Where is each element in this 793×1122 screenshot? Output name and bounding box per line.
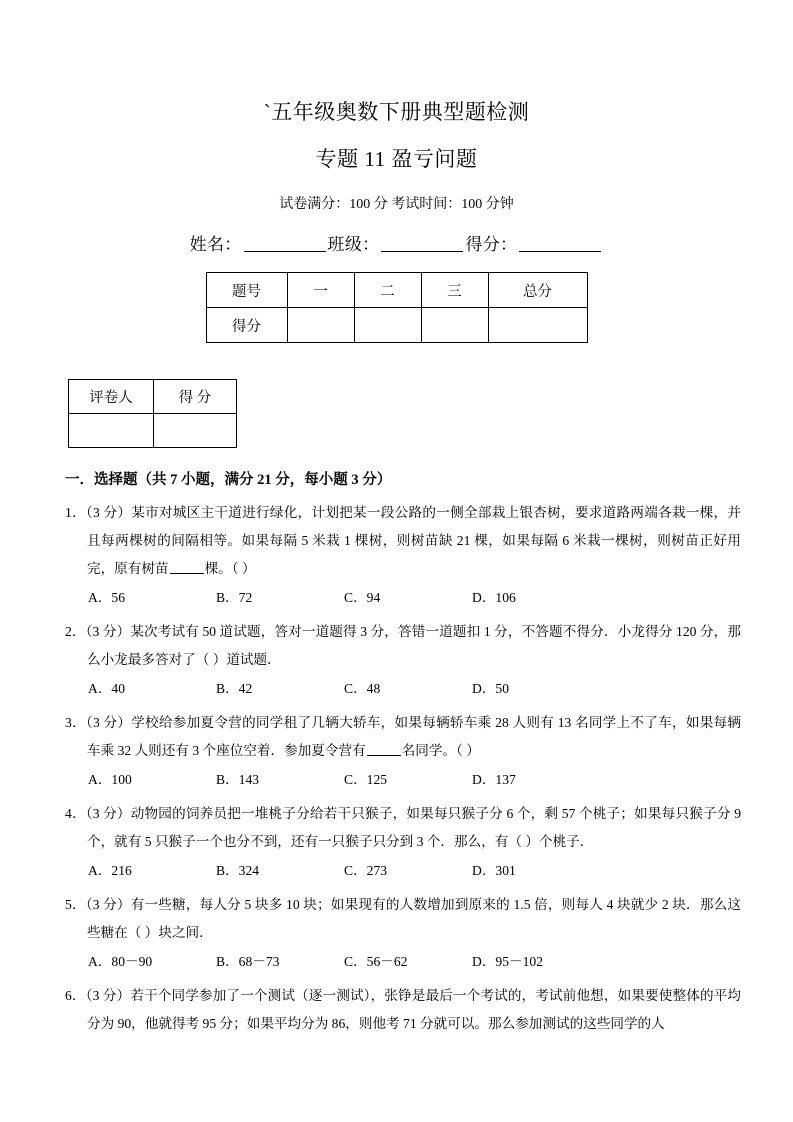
page-subtitle: 专题 11 盈亏问题 — [315, 147, 478, 171]
question-stem: 有一些糖，每人分 5 块多 10 块；如果现有的人数增加到原来的 1.5 倍，则每人 4 块就少 2 块．那么这些糖在（ ）块之间． — [87, 897, 741, 940]
option-row — [0, 585, 793, 611]
grader-cell-name[interactable] — [69, 414, 154, 448]
option-a[interactable]: A．216 — [88, 863, 132, 878]
question-number-dot: ． — [71, 988, 86, 1003]
table-row — [206, 273, 587, 308]
option-a[interactable]: A．80－90 — [88, 954, 153, 969]
question-stem: 某市对城区主干道进行绿化，计划把某一段公路的一侧全部栽上银杏树，要求道路两端各栽一棵，并且每两棵树的间隔相等。如果每隔 5 米栽 1 棵树，则树苗缺 21 棵，如果每隔 6 米栽一棵树，则树苗正好用完，原有树苗 — [87, 505, 741, 576]
question-marks: （3 分） — [85, 988, 131, 1003]
option-b[interactable]: B．324 — [216, 863, 260, 878]
question-stem: 若干个同学参加了一个测试（逐一测试），张铮是最后一个考试的，考试前他想，如果要使整体的平均分为 90，他就得考 95 分；如果平均分为 86，则他考 71 分就可以。那么参加测试的这些同学的人 — [87, 988, 741, 1031]
question-marks: （3 分） — [85, 897, 131, 912]
question-stem: 动物园的饲养员把一堆桃子分给若干只猴子，如果每只猴子分 6 个，剩 57 个桃子；如果每只猴子分 9 个，就有 5 只猴子一个也分不到，还有一只猴子只分到 3 个．那么，有（ ）个桃子． — [87, 806, 741, 849]
option-d[interactable]: D．50 — [472, 681, 510, 696]
question-number: 3 — [65, 715, 72, 730]
option-b[interactable]: B．143 — [216, 772, 260, 787]
question-number-dot: ． — [71, 715, 86, 730]
option-row — [0, 767, 793, 793]
exam-info-line: 试卷满分：100 分 考试时间：100 分钟 — [279, 197, 514, 212]
answer-blank[interactable] — [170, 560, 204, 574]
question-marks: （3 分） — [85, 505, 132, 520]
option-c[interactable]: C．273 — [344, 863, 388, 878]
option-b[interactable]: B．68－73 — [216, 954, 280, 969]
grader-table-container — [0, 343, 793, 448]
question-number-dot: ． — [71, 624, 86, 639]
question-item — [0, 800, 793, 856]
option-c[interactable]: C．56－62 — [344, 954, 408, 969]
option-c[interactable]: C．125 — [344, 772, 388, 787]
class-blank[interactable] — [381, 236, 463, 252]
option-a[interactable]: A．100 — [88, 772, 132, 787]
option-a[interactable]: A．40 — [88, 681, 126, 696]
question-text — [65, 891, 741, 947]
answer-blank[interactable] — [367, 742, 401, 756]
question-number: 1 — [65, 505, 72, 520]
option-c[interactable]: C．94 — [344, 590, 381, 605]
question-stem-tail: 名同学。（ ） — [401, 743, 480, 758]
question-stem-tail: 棵。（ ） — [204, 561, 256, 576]
option-d[interactable]: D．301 — [472, 863, 516, 878]
option-d[interactable]: D．95－102 — [472, 954, 543, 969]
name-blank[interactable] — [244, 236, 326, 252]
question-number-dot: ． — [71, 505, 86, 520]
question-marks: （3 分） — [85, 806, 131, 821]
table-row — [69, 414, 237, 448]
question-text — [65, 982, 741, 1038]
option-d[interactable]: D．137 — [472, 772, 516, 787]
question-text — [65, 709, 741, 765]
score-table — [206, 272, 588, 343]
question-text — [65, 618, 741, 674]
class-label: 班级： — [327, 235, 380, 254]
option-row — [0, 858, 793, 884]
score-cell-2[interactable] — [354, 308, 421, 343]
table-row — [69, 380, 237, 414]
question-number-dot: ． — [71, 806, 86, 821]
question-item — [0, 618, 793, 674]
score-blank[interactable] — [519, 236, 601, 252]
score-table-col-1: 一 — [287, 273, 354, 308]
score-cell-3[interactable] — [421, 308, 488, 343]
score-table-col-3: 三 — [421, 273, 488, 308]
page-title: `五年级奥数下册典型题检测 — [263, 100, 530, 124]
question-marks: （3 分） — [85, 715, 132, 730]
grader-header-name: 评卷人 — [69, 380, 154, 414]
name-label: 姓名： — [189, 235, 242, 254]
grader-header-score: 得 分 — [154, 380, 237, 414]
score-cell-total[interactable] — [488, 308, 587, 343]
question-number-dot: ． — [71, 897, 86, 912]
question-item — [0, 709, 793, 765]
option-c[interactable]: C．48 — [344, 681, 381, 696]
option-b[interactable]: B．72 — [216, 590, 253, 605]
question-number: 5 — [65, 897, 72, 912]
option-row — [0, 949, 793, 975]
question-stem: 某次考试有 50 道试题，答对一道题得 3 分，答错一道题扣 1 分，不答题不得分．小龙得分 120 分，那么小龙最多答对了（ ）道试题． — [87, 624, 741, 667]
score-table-container — [0, 258, 793, 343]
option-d[interactable]: D．106 — [472, 590, 516, 605]
option-b[interactable]: B．42 — [216, 681, 253, 696]
score-table-row-label-2: 得分 — [206, 308, 287, 343]
score-table-col-2: 二 — [354, 273, 421, 308]
question-number: 4 — [65, 806, 72, 821]
question-stem: 学校给参加夏令营的同学租了几辆大轿车，如果每辆轿车乘 28 人则有 13 名同学上不了车，如果每辆车乘 32 人则还有 3 个座位空着．参加夏令营有 — [87, 715, 742, 758]
table-row — [206, 308, 587, 343]
section-heading-choice: 一．选择题（共 7 小题，满分 21 分，每小题 3 分） — [65, 472, 392, 488]
question-item — [0, 499, 793, 583]
question-number: 2 — [65, 624, 72, 639]
student-id-line — [0, 216, 793, 258]
question-number: 6 — [65, 988, 72, 1003]
score-table-col-total: 总分 — [488, 273, 587, 308]
option-a[interactable]: A．56 — [88, 590, 126, 605]
question-item — [0, 891, 793, 947]
question-text — [65, 499, 741, 583]
option-row — [0, 676, 793, 702]
question-text — [65, 800, 741, 856]
grader-cell-score[interactable] — [154, 414, 237, 448]
score-cell-1[interactable] — [287, 308, 354, 343]
score-table-row-label: 题号 — [206, 273, 287, 308]
question-marks: （3 分） — [85, 624, 131, 639]
grader-table — [68, 379, 237, 448]
score-label: 得分： — [465, 235, 518, 254]
question-item — [0, 982, 793, 1038]
